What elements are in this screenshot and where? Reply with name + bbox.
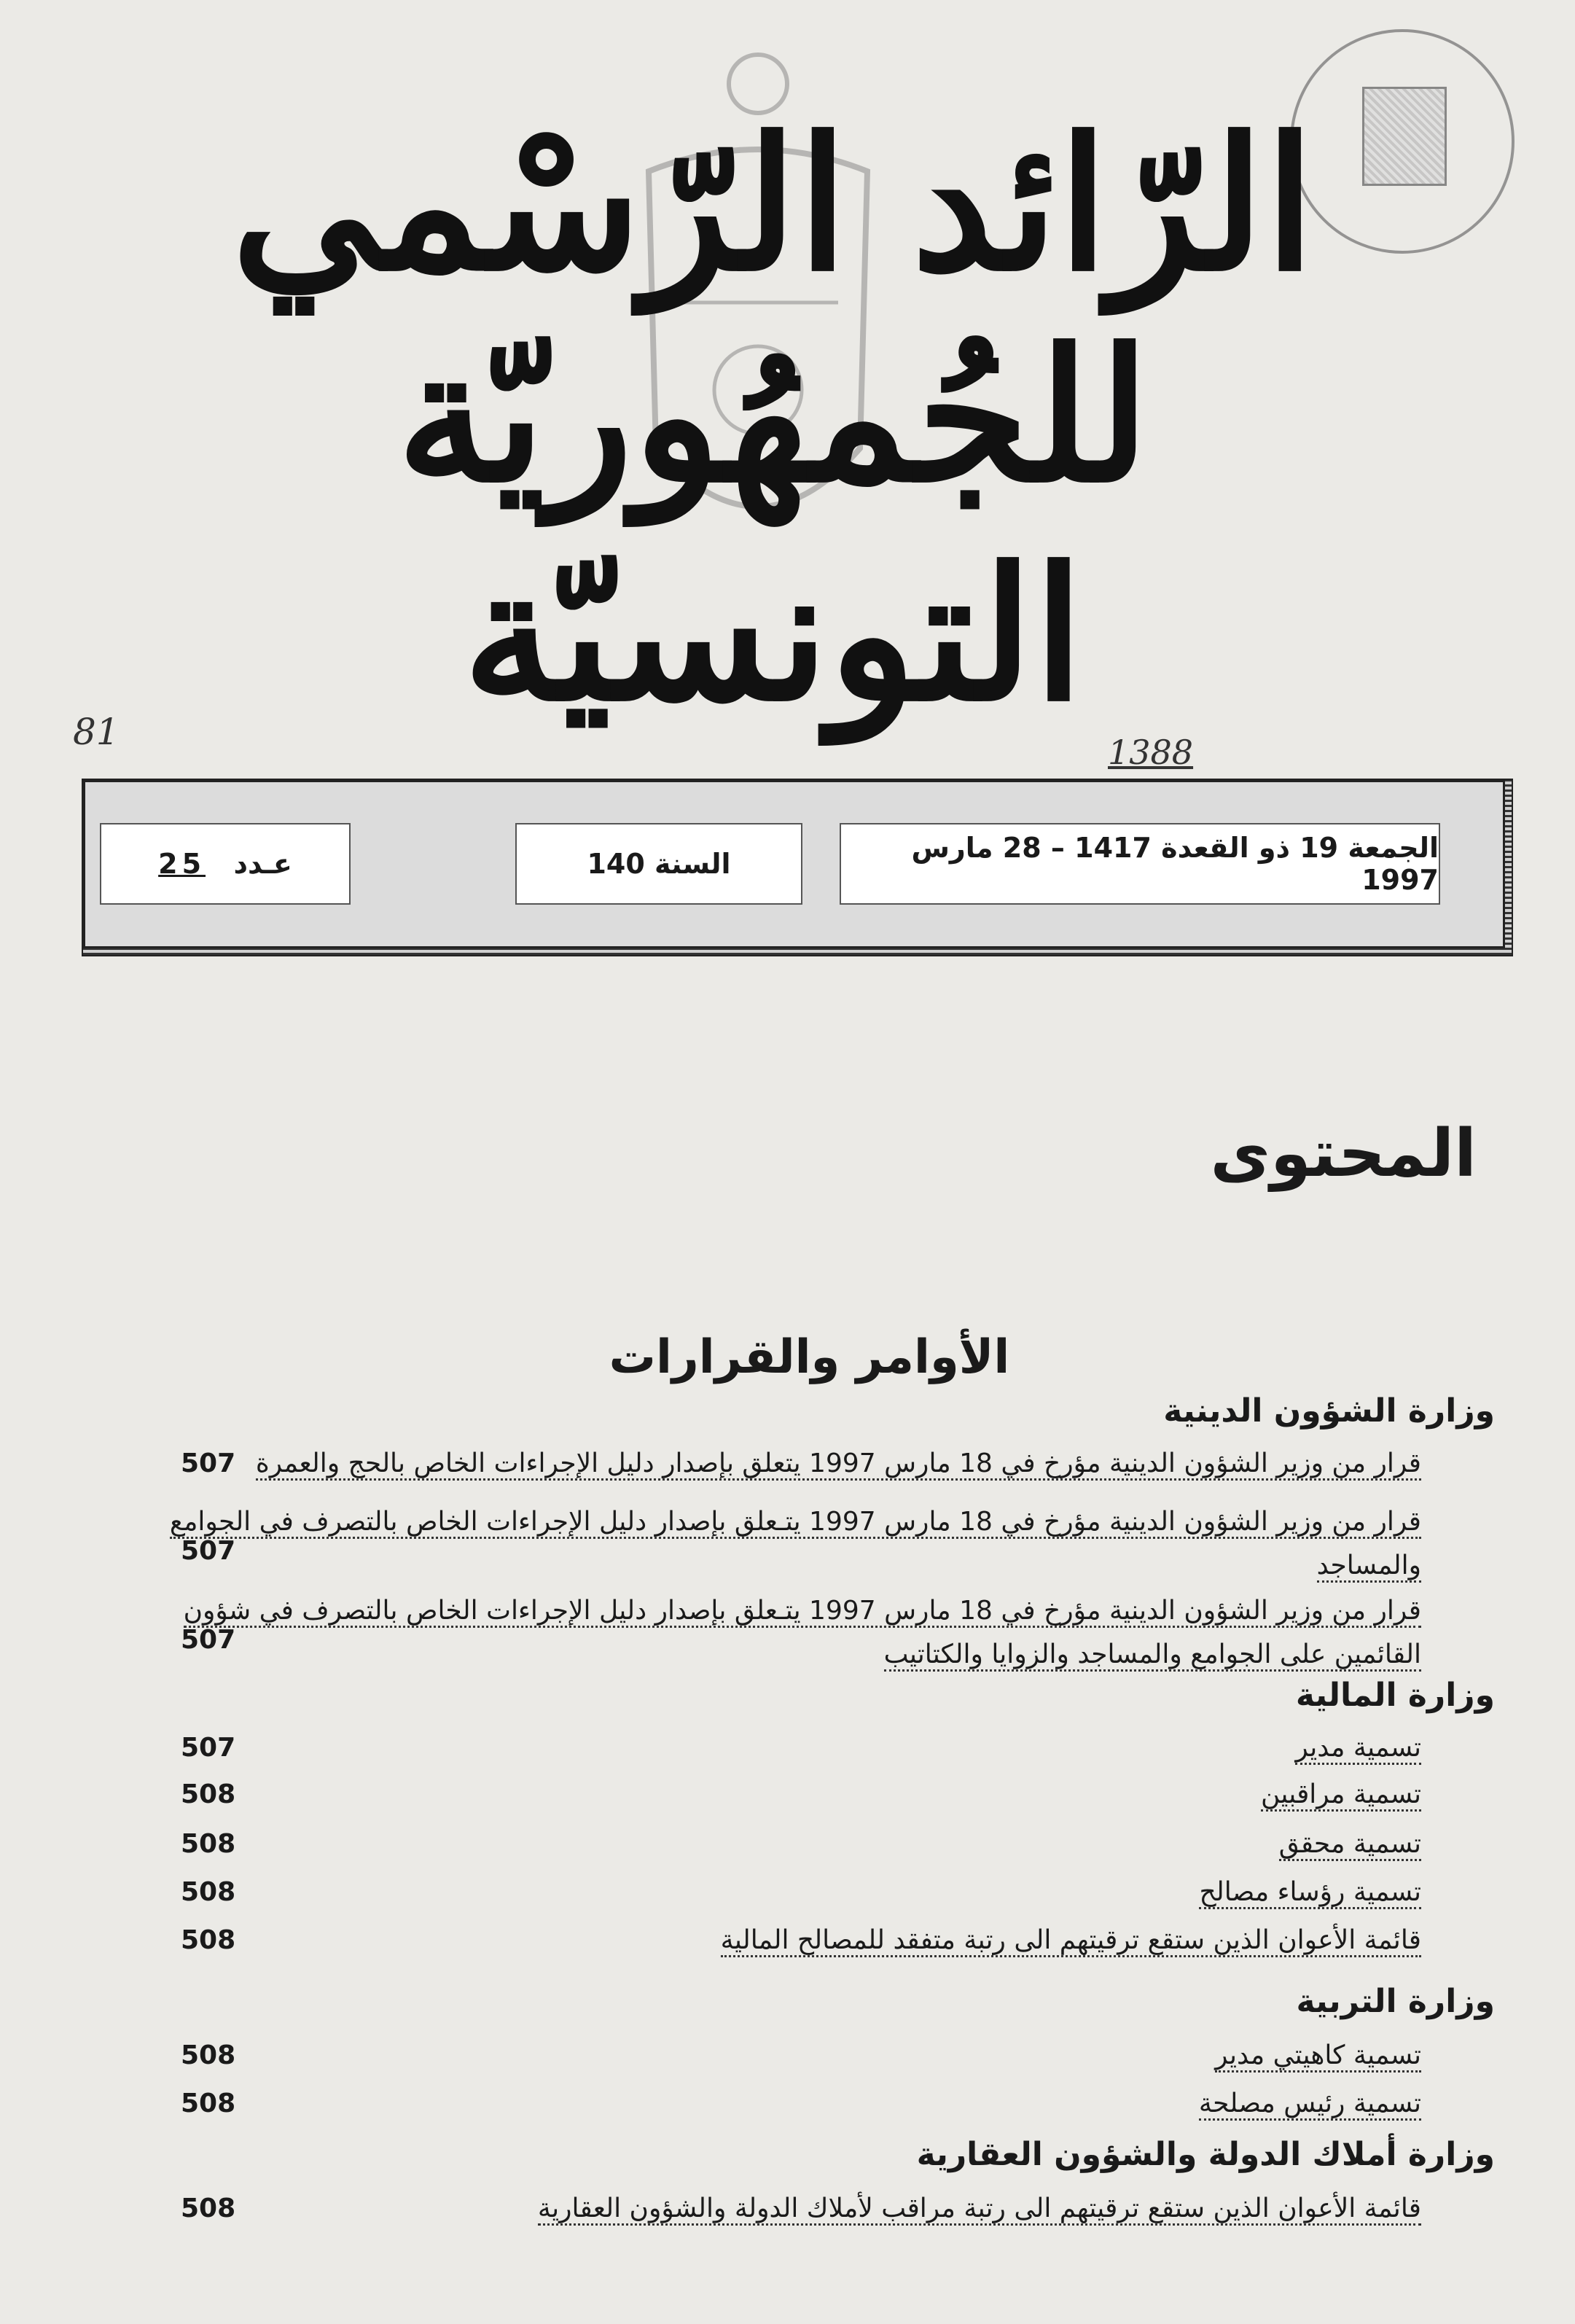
ministry-heading: وزارة المالية [1295, 1677, 1495, 1714]
masthead-subtitle: للجُمهُوريّة التونسيّة [396, 308, 1150, 741]
ministry-heading: وزارة أملاك الدولة والشؤون العقارية [916, 2136, 1495, 2173]
toc-entry-text: قائمة الأعوان الذين ستقع ترقيتهم الى رتبة متفقد للمصالح المالية [721, 1925, 1421, 1957]
toc-entry[interactable] [168, 1442, 1421, 1486]
toc-entry[interactable] [168, 1500, 1421, 1588]
toc-page-number: 507 [181, 1448, 236, 1478]
toc-entry[interactable] [168, 2187, 1421, 2231]
toc-entry-text: قرار من وزير الشؤون الدينية مؤرخ في 18 مارس 1997 يتـعلق بإصدار دليل الإجراءات الخاص بالتصرف في الجوامع والمساجد [170, 1507, 1421, 1583]
toc-entry[interactable] [168, 1589, 1421, 1677]
toc-page-number: 508 [181, 1925, 236, 1955]
toc-page-number: 508 [181, 1829, 236, 1859]
section-heading: الأوامر والقرارات [609, 1330, 1010, 1384]
issue-number-box [100, 823, 351, 905]
issue-date: الجمعة 19 ذو القعدة 1417 – 28 مارس 1997 [840, 823, 1440, 905]
ministry-heading: وزارة التربية [1296, 1983, 1495, 2020]
ministry-heading: وزارة الشؤون الدينية [1163, 1392, 1495, 1430]
issue-banner [82, 779, 1513, 956]
toc-page-number: 507 [181, 1733, 236, 1763]
toc-entry[interactable] [168, 2034, 1421, 2078]
toc-entry-text: تسمية رؤساء مصالح [1199, 1877, 1421, 1909]
masthead-title: الرّائد الرّسْمي [231, 97, 1316, 311]
toc-entry-text: قرار من وزير الشؤون الدينية مؤرخ في 18 مارس 1997 يتعلق بإصدار دليل الإجراءات الخاص بالحج والعمرة [256, 1448, 1421, 1481]
toc-page-number: 507 [181, 1625, 236, 1655]
toc-entry[interactable] [168, 1871, 1421, 1914]
contents-heading: المحتوى [1210, 1115, 1477, 1192]
toc-page-number: 508 [181, 2194, 236, 2223]
toc-entry[interactable] [168, 1773, 1421, 1817]
toc-page-number: 508 [181, 1877, 236, 1907]
issue-number: 25 [158, 848, 206, 880]
toc-entry-text: تسمية مدير [1295, 1733, 1421, 1765]
toc-page-number: 508 [181, 2089, 236, 2118]
toc-page-number: 507 [181, 1536, 236, 1566]
toc-entry-text: قرار من وزير الشؤون الدينية مؤرخ في 18 مارس 1997 يتـعلق بإصدار دليل الإجراءات الخاص بالتصرف في شؤون القائمين على الجوامع والمساجد والزوايا والكتاتيب [184, 1596, 1421, 1672]
toc-entry[interactable] [168, 1919, 1421, 1962]
issue-number-label: عـدد [233, 848, 292, 880]
toc-entry[interactable] [168, 1726, 1421, 1770]
handwritten-note-middle: 1388 [1108, 733, 1194, 772]
toc-entry-text: تسمية كاهيتي مدير [1215, 2040, 1421, 2073]
toc-entry[interactable] [168, 1822, 1421, 1866]
toc-page-number: 508 [181, 1779, 236, 1809]
toc-page-number: 508 [181, 2040, 236, 2070]
toc-entry-text: تسمية محقق [1279, 1829, 1421, 1861]
handwritten-note-left: 81 [73, 711, 120, 753]
toc-entry-text: تسمية مراقبين [1261, 1779, 1421, 1812]
issue-year: السنة 140 [515, 823, 802, 905]
toc-entry-text: تسمية رئيس مصلحة [1199, 2089, 1421, 2121]
toc-entry-text: قائمة الأعوان الذين ستقع ترقيتهم الى رتبة مراقب لأملاك الدولة والشؤون العقارية [538, 2194, 1421, 2226]
toc-entry[interactable] [168, 2082, 1421, 2126]
